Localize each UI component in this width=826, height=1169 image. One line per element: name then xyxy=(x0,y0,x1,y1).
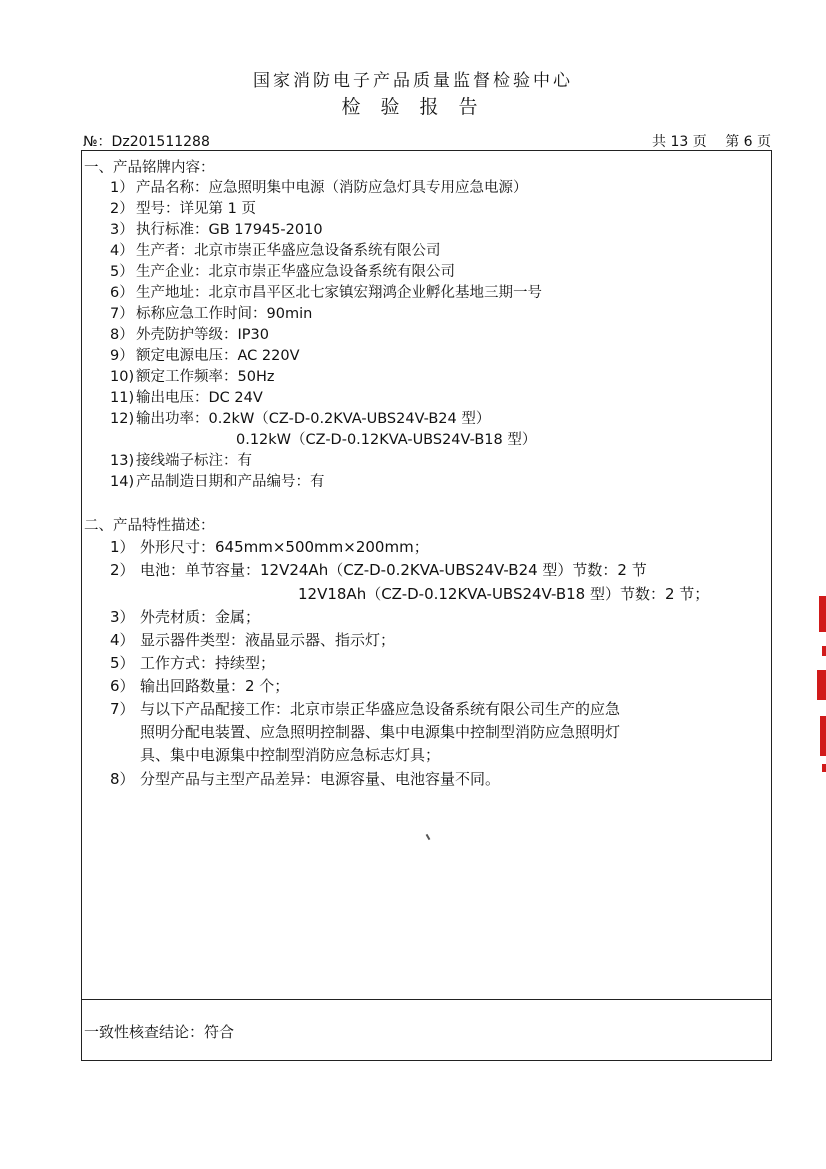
section1-title: 一、产品铭牌内容： xyxy=(84,160,215,176)
feature-item-continuation: 具、集中电源集中控制型消防应急标志灯具； xyxy=(140,746,441,764)
red-seal-fragment xyxy=(816,596,826,776)
current-page: 第 6 页 xyxy=(725,134,771,150)
nameplate-item: 2） 型号：详见第 1 页 xyxy=(110,201,256,217)
conclusion-divider xyxy=(81,999,772,1000)
feature-item: 2） 电池：单节容量：12V24Ah（CZ-D-0.2KVA-UBS24V-B24 型）节数：2 节 xyxy=(110,561,647,579)
feature-item: 3） 外壳材质：金属； xyxy=(110,608,261,626)
section2-title: 二、产品特性描述： xyxy=(84,518,215,534)
feature-item: 1） 外形尺寸：645mm×500mm×200mm； xyxy=(110,538,429,556)
nameplate-item: 10) 额定工作频率：50Hz xyxy=(110,369,275,385)
nameplate-item: 6） 生产地址：北京市昌平区北七家镇宏翔鸿企业孵化基地三期一号 xyxy=(110,285,542,301)
nameplate-item: 5） 生产企业：北京市崇正华盛应急设备系统有限公司 xyxy=(110,264,455,280)
feature-item: 4） 显示器件类型：液晶显示器、指示灯； xyxy=(110,631,396,649)
report-title: 检 验 报 告 xyxy=(341,96,485,118)
nameplate-item: 1） 产品名称：应急照明集中电源（消防应急灯具专用应急电源） xyxy=(110,180,528,196)
total-pages: 共 13 页 xyxy=(652,134,707,150)
nameplate-item: 9） 额定电源电压：AC 220V xyxy=(110,348,300,364)
report-number: №：Dz201511288 xyxy=(83,134,210,150)
center-name: 国家消防电子产品质量监督检验中心 xyxy=(253,71,573,91)
feature-item-continuation: 12V18Ah（CZ-D-0.12KVA-UBS24V-B18 型）节数：2 节； xyxy=(298,585,710,603)
feature-item: 8） 分型产品与主型产品差异：电源容量、电池容量不同。 xyxy=(110,770,501,788)
nameplate-item: 11) 输出电压：DC 24V xyxy=(110,390,263,406)
nameplate-item: 14) 产品制造日期和产品编号：有 xyxy=(110,474,325,490)
page-counter xyxy=(638,131,771,151)
conformity-conclusion: 一致性核查结论：符合 xyxy=(84,1023,235,1041)
feature-item: 7） 与以下产品配接工作：北京市崇正华盛应急设备系统有限公司生产的应急 xyxy=(110,700,621,718)
nameplate-item: 13) 接线端子标注：有 xyxy=(110,453,252,469)
feature-item: 5） 工作方式：持续型； xyxy=(110,654,276,672)
nameplate-item: 8） 外壳防护等级：IP30 xyxy=(110,327,269,343)
nameplate-item: 3） 执行标准：GB 17945-2010 xyxy=(110,222,323,238)
feature-item-continuation: 照明分配电装置、应急照明控制器、集中电源集中控制型消防应急照明灯 xyxy=(140,723,621,741)
report-meta xyxy=(83,131,773,151)
feature-item: 6） 输出回路数量：2 个； xyxy=(110,677,290,695)
nameplate-item-continuation: 0.12kW（CZ-D-0.12KVA-UBS24V-B18 型） xyxy=(236,432,537,448)
nameplate-item: 7） 标称应急工作时间：90min xyxy=(110,306,313,322)
nameplate-item: 4） 生产者：北京市崇正华盛应急设备系统有限公司 xyxy=(110,243,441,259)
nameplate-item: 12) 输出功率：0.2kW（CZ-D-0.2KVA-UBS24V-B24 型） xyxy=(110,411,491,427)
